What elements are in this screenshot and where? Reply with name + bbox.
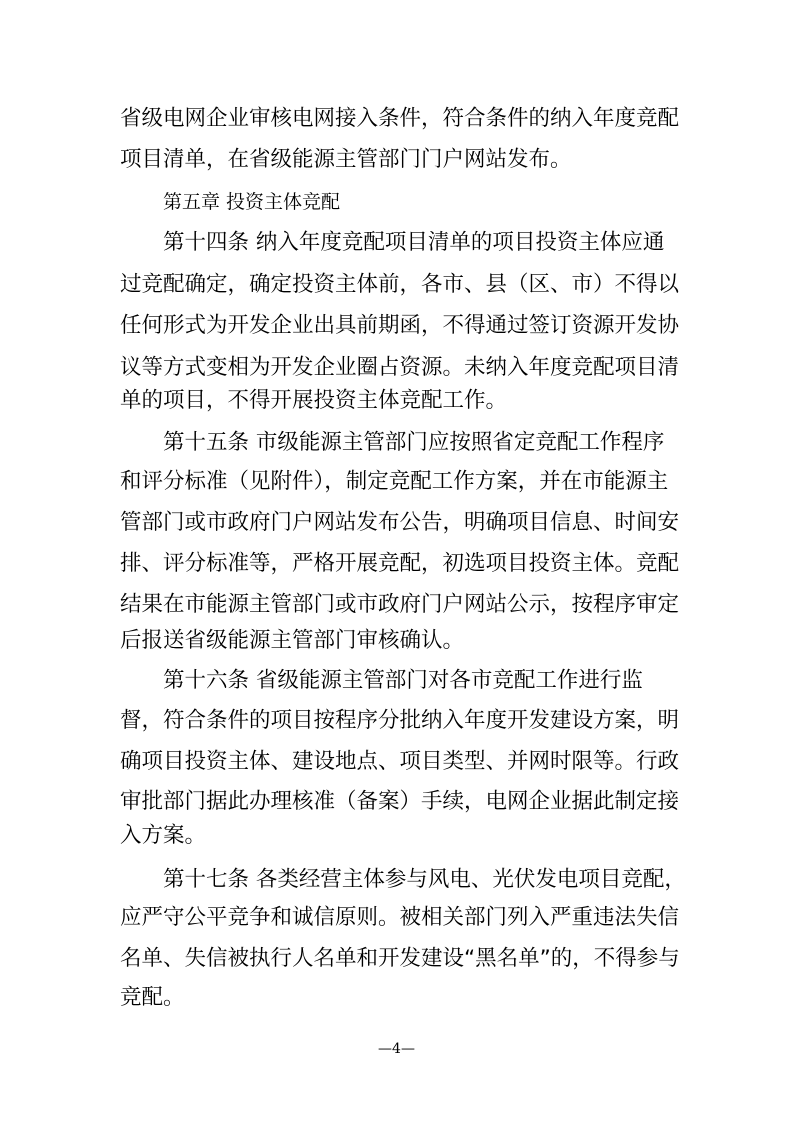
paragraph-line: 过竞配确定，确定投资主体前，各市、县（区、市）不得以: [120, 272, 680, 297]
paragraph-line: 名单、失信被执行人名单和开发建设“黑名单”的，不得参与: [120, 946, 680, 971]
paragraph-line: 第十七条 各类经营主体参与风电、光伏发电项目竞配，: [163, 867, 686, 892]
paragraph-line: 项目清单，在省级能源主管部门门户网站发布。: [120, 147, 572, 172]
paragraph-line: 后报送省级能源主管部门审核确认。: [120, 628, 465, 653]
paragraph-line: 第十五条 市级能源主管部门应按照省定竞配工作程序: [163, 430, 665, 455]
page-number: —4—: [378, 1041, 415, 1057]
paragraph-line: 第十四条 纳入年度竞配项目清单的项目投资主体应通: [163, 230, 665, 255]
paragraph-line: 督，符合条件的项目按程序分批纳入年度开发建设方案，明: [120, 708, 680, 733]
paragraph-line: 排、评分标准等，严格开展竞配，初选项目投资主体。竞配: [120, 551, 680, 576]
paragraph-line: 应严守公平竞争和诚信原则。被相关部门列入严重违法失信: [120, 905, 680, 930]
paragraph-line: 审批部门据此办理核准（备案）手续，电网企业据此制定接: [120, 789, 680, 814]
paragraph-line: 任何形式为开发企业出具前期函，不得通过签订资源开发协: [120, 313, 680, 338]
paragraph-line: 和评分标准（见附件），制定竞配工作方案，并在市能源主: [120, 469, 669, 494]
chapter-heading: 第五章 投资主体竞配: [163, 191, 341, 213]
paragraph-line: 确项目投资主体、建设地点、项目类型、并网时限等。行政: [120, 749, 680, 774]
paragraph-line: 第十六条 省级能源主管部门对各市竞配工作进行监: [163, 668, 643, 693]
paragraph-line: 结果在市能源主管部门或市政府门户网站公示，按程序审定: [120, 592, 680, 617]
paragraph-line: 竞配。: [120, 985, 185, 1010]
paragraph-line: 管部门或市政府门户网站发布公告，明确项目信息、时间安: [120, 510, 680, 535]
paragraph-line: 省级电网企业审核电网接入条件，符合条件的纳入年度竞配: [120, 106, 680, 131]
paragraph-line: 入方案。: [120, 823, 207, 848]
paragraph-line: 议等方式变相为开发企业圈占资源。未纳入年度竞配项目清: [120, 355, 680, 380]
paragraph-line: 单的项目，不得开展投资主体竞配工作。: [120, 388, 508, 413]
